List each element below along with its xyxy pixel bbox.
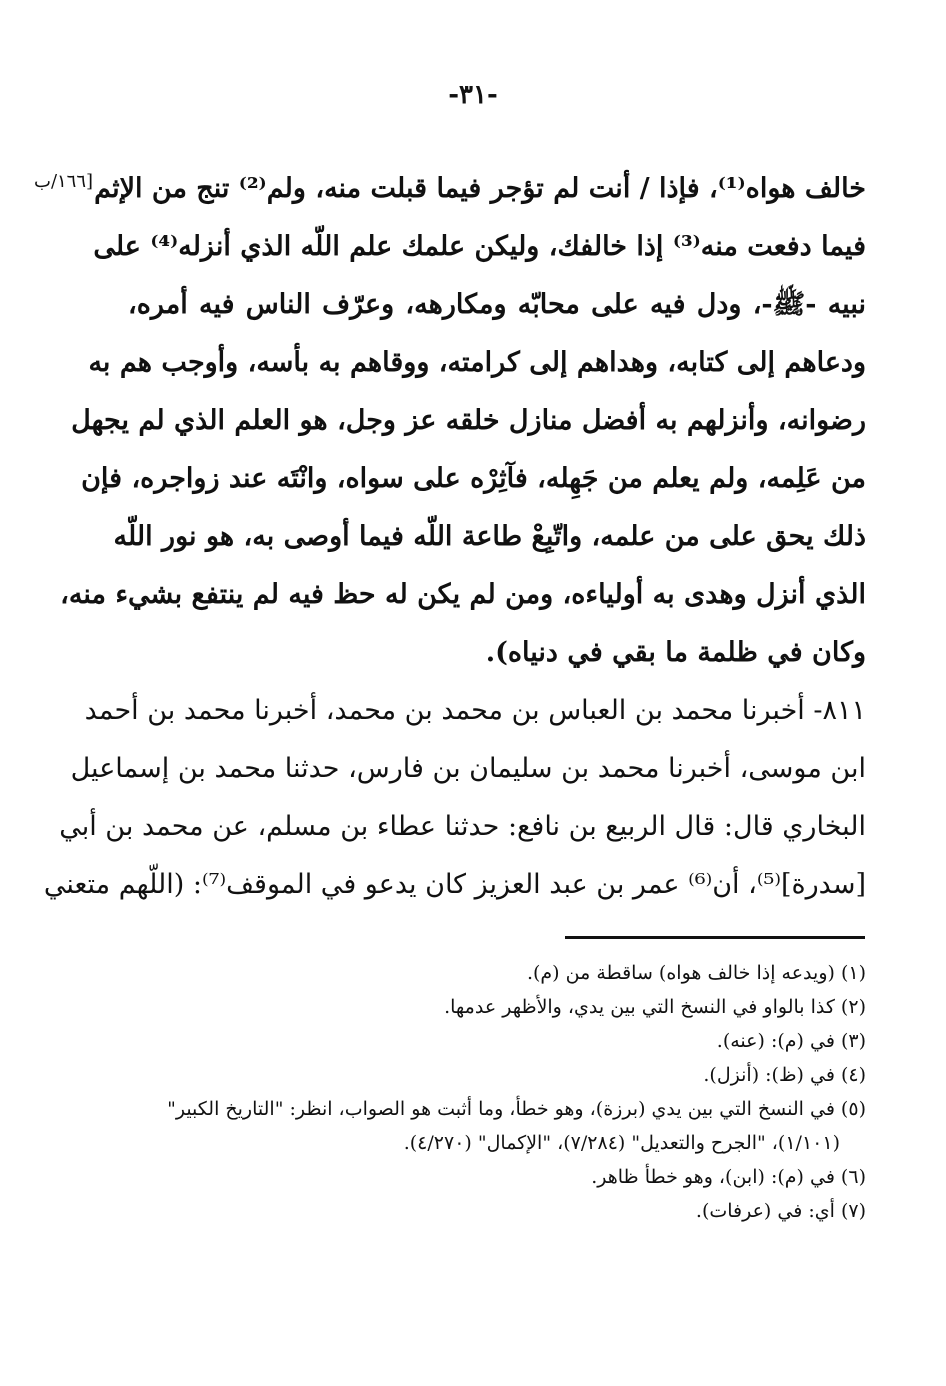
text-line: الذي أنزل وهدى به أولياءه، ومن لم يكن له حظ فيه لم ينتفع بشيء منه،	[60, 579, 866, 610]
manuscript-folio-reference: [١٦٦/ب	[34, 171, 94, 192]
text-line: البخاري قال: قال الربيع بن نافع: حدثنا عطاء بن مسلم، عن محمد بن أبي	[59, 811, 866, 842]
text-line: من عَلِمه، ولم يعلم من جَهِله، فآثِرْه على سواه، وانْتَه عند زواجره، فإن	[81, 463, 866, 494]
text-line: فيما دفعت منه⁽³⁾ إذا خالفك، وليكن علمك علم اللّه الذي أنزله⁽⁴⁾ على	[93, 231, 866, 262]
text-line: ذلك يحق على من علمه، واتّبِعْ طاعة اللّه فيما أوصى به، هو نور اللّه	[113, 521, 866, 552]
hadith-811-line: ٨١١- أخبرنا محمد بن العباس بن محمد بن محمد، أخبرنا محمد بن أحمد	[84, 695, 866, 726]
text-line: وكان في ظلمة ما بقي في دنياه).	[485, 637, 866, 668]
footnote: (٦) في (م): (ابن)، وهو خطأ ظاهر.	[591, 1166, 866, 1188]
text-line: ودعاهم إلى كتابه، وهداهم إلى كرامته، ووقاهم به بأسه، وأوجب هم به	[88, 347, 866, 378]
text-line: رضوانه، وأنزلهم به أفضل منازل خلقه عز وجل، هو العلم الذي لم يجهل	[71, 405, 866, 436]
text-line: خالف هواه⁽¹⁾، فإذا / أنت لم تؤجر فيما قبلت منه، ولم⁽²⁾ تنج من الإثم	[94, 173, 866, 204]
text-line: [سدرة]⁽⁵⁾، أن⁽⁶⁾ عمر بن عبد العزيز كان يدعو في الموقف⁽⁷⁾: (اللّهم متعني	[43, 869, 866, 900]
text-line: ابن موسى، أخبرنا محمد بن سليمان بن فارس، حدثنا محمد بن إسماعيل	[70, 753, 866, 784]
footnote: (٤) في (ظ): (أنزل).	[703, 1064, 866, 1086]
footnote: (٧) أي: في (عرفات).	[695, 1200, 866, 1222]
footnotes	[110, 956, 866, 1228]
footnote: (٥) في النسخ التي بين يدي (برزة)، وهو خطأ، وما أثبت هو الصواب، انظر: "التاريخ الكبير"	[167, 1098, 866, 1120]
footnote-continuation: (١/١٠١)، "الجرح والتعديل" (٧/٢٨٤)، "الإكمال" (٤/٢٧٠).	[403, 1132, 840, 1154]
footnote: (١) (ويدعه إذا خالف هواه) ساقطة من (م).	[526, 962, 866, 984]
page-number: -٣١-	[448, 80, 498, 110]
footnote: (٣) في (م): (عنه).	[716, 1030, 866, 1052]
text-line: نبيه -ﷺ-، ودل فيه على محابّه ومكارهه، وعرّف الناس فيه أمره،	[128, 289, 866, 320]
footnote-divider	[565, 936, 865, 939]
footnote: (٢) كذا بالواو في النسخ التي بين يدي، والأظهر عدمها.	[444, 996, 866, 1018]
